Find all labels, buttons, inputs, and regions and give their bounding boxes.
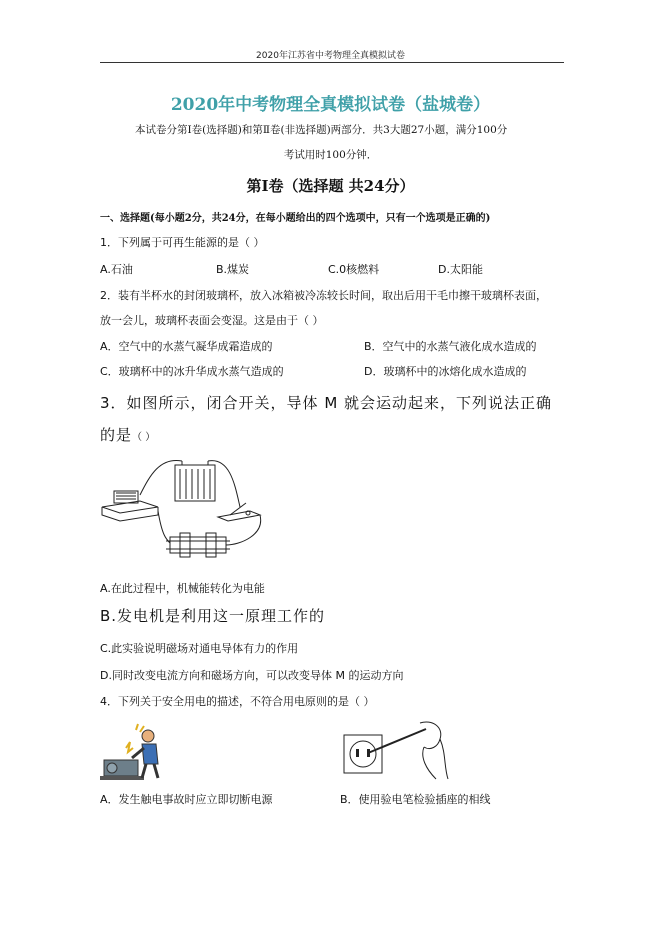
q3-option-a: A.在此过程中，机械能转化为电能 xyxy=(100,582,265,595)
q4-stem: 4．下列关于安全用电的描述，不符合用电原则的是（ ） xyxy=(100,695,375,708)
q2-stem-line-2: 放一会儿，玻璃杯表面会变湿。这是由于（ ） xyxy=(100,314,324,327)
q2-option-a: A．空气中的水蒸气凝华成霜造成的 xyxy=(100,340,273,353)
q1-option-b: B.煤炭 xyxy=(216,263,250,276)
page-header: 2020年江苏省中考物理全真模拟试卷 xyxy=(256,51,405,61)
q3-answer-paren: （ ） xyxy=(132,432,156,443)
q1-option-d: D.太阳能 xyxy=(438,263,483,276)
q3-option-c: C.此实验说明磁场对通电导体有力的作用 xyxy=(100,642,299,655)
q2-stem-line-1: 2．装有半杯水的封闭玻璃杯，放入冰箱被冷冻较长时间，取出后用干毛巾擦干玻璃杯表面， xyxy=(100,289,547,302)
header-divider xyxy=(100,62,564,63)
battery-icon xyxy=(175,465,215,501)
q1-option-c: C.0核燃料 xyxy=(328,263,380,276)
q3-stem-line-2 xyxy=(100,424,155,445)
q2-option-d: D．玻璃杯中的冰熔化成水造成的 xyxy=(364,365,527,378)
q4-option-a: A．发生触电事故时应立即切断电源 xyxy=(100,793,273,806)
q3-option-d: D.同时改变电流方向和磁场方向，可以改变导体 M 的运动方向 xyxy=(100,669,404,682)
section-title: 第Ⅰ卷（选择题 共24分） xyxy=(246,177,415,195)
intro-line-1: 本试卷分第Ⅰ卷(选择题)和第Ⅱ卷(非选择题)两部分．共3大题27小题，满分100分 xyxy=(135,124,508,136)
q1-option-a: A.石油 xyxy=(100,263,133,276)
q1-stem: 1．下列属于可再生能源的是（ ） xyxy=(100,236,265,249)
exam-title: 2020年中考物理全真模拟试卷（盐城卷） xyxy=(170,95,491,115)
q4-option-b: B．使用验电笔检验插座的相线 xyxy=(340,793,491,806)
q2-option-b: B．空气中的水蒸气液化成水造成的 xyxy=(364,340,537,353)
q2-option-c: C．玻璃杯中的冰升华成水蒸气造成的 xyxy=(100,365,284,378)
section-instruction: 一、选择题(每小题2分，共24分，在每小题给出的四个选项中，只有一个选项是正确的) xyxy=(100,213,491,224)
q3-stem-line-2-text: 的是 xyxy=(100,426,133,444)
q3-circuit-figure xyxy=(100,455,265,565)
intro-line-2: 考试用时100分钟． xyxy=(283,149,378,161)
q3-option-b: B.发电机是利用这一原理工作的 xyxy=(100,607,326,625)
q4-figure-b-tester-pen xyxy=(340,717,450,782)
q4-figure-a-electric-shock xyxy=(100,722,175,782)
q3-stem-line-1: 3．如图所示，闭合开关，导体 M 就会运动起来，下列说法正确 xyxy=(100,394,553,412)
